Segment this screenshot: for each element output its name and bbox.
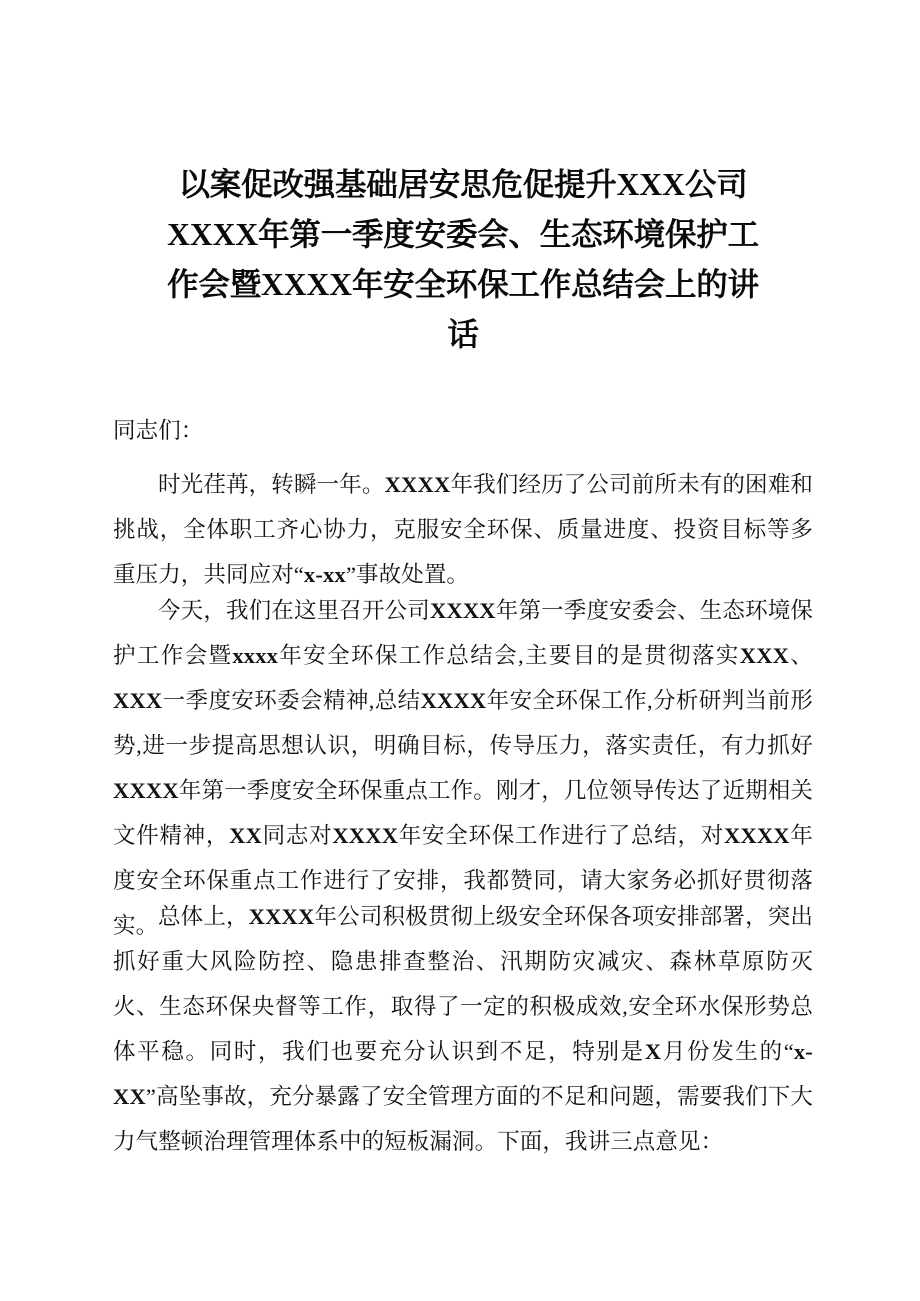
paragraph-1-block [113, 462, 813, 597]
paragraph-2: 今天，我们在这里召开公司XXXX年第一季度安委会、生态环境保护工作会暨xxxx年安全环保工作总结会,主要目的是贯彻落实XXX、XXX一季度安环委会精神,总结XXXX年安全环保工作,分析研判当前形势,进一步提高思想认识，明确目标，传导压力，落实责任，有力抓好XXXX年第一季度安全环保重点工作。刚才，几位领导传达了近期相关文件精神，XX同志对XXXX年安全环保工作进行了总结，对XXXX年度安全环保重点工作进行了安排，我都赞同，请大家务必抓好贯彻落实。 [113, 598, 813, 938]
paragraph-3-block [113, 894, 813, 1164]
paragraph-1: 时光荏苒，转瞬一年。XXXX年我们经历了公司前所未有的困难和挑战，全体职工齐心协力，克服安全环保、质量进度、投资目标等多重压力，共同应对“x-xx”事故处置。 [113, 472, 813, 587]
salutation-block [113, 408, 813, 453]
salutation-text: 同志们： [113, 418, 204, 443]
title-line-2: XXXX年第一季度安委会、生态环境保护工 [167, 217, 759, 253]
title-line-3: 作会暨XXXX年安全环保工作总结会上的讲 [167, 267, 759, 303]
title-line-4: 话 [447, 317, 479, 353]
title-line-1: 以案促改强基础居安思危促提升XXX公司 [178, 167, 748, 203]
paragraph-3: 总体上，XXXX年公司积极贯彻上级安全环保各项安排部署，突出抓好重大风险防控、隐患排查整治、汛期防灾减灾、森林草原防灭火、生态环保央督等工作，取得了一定的积极成效,安全环水保形势总体平稳。同时，我们也要充分认识到不足，特别是X月份发生的“x-XX”高坠事故，充分暴露了安全管理方面的不足和问题，需要我们下大力气整顿治理管理体系中的短板漏洞。下面，我讲三点意见： [113, 904, 814, 1154]
document-title [113, 160, 813, 360]
